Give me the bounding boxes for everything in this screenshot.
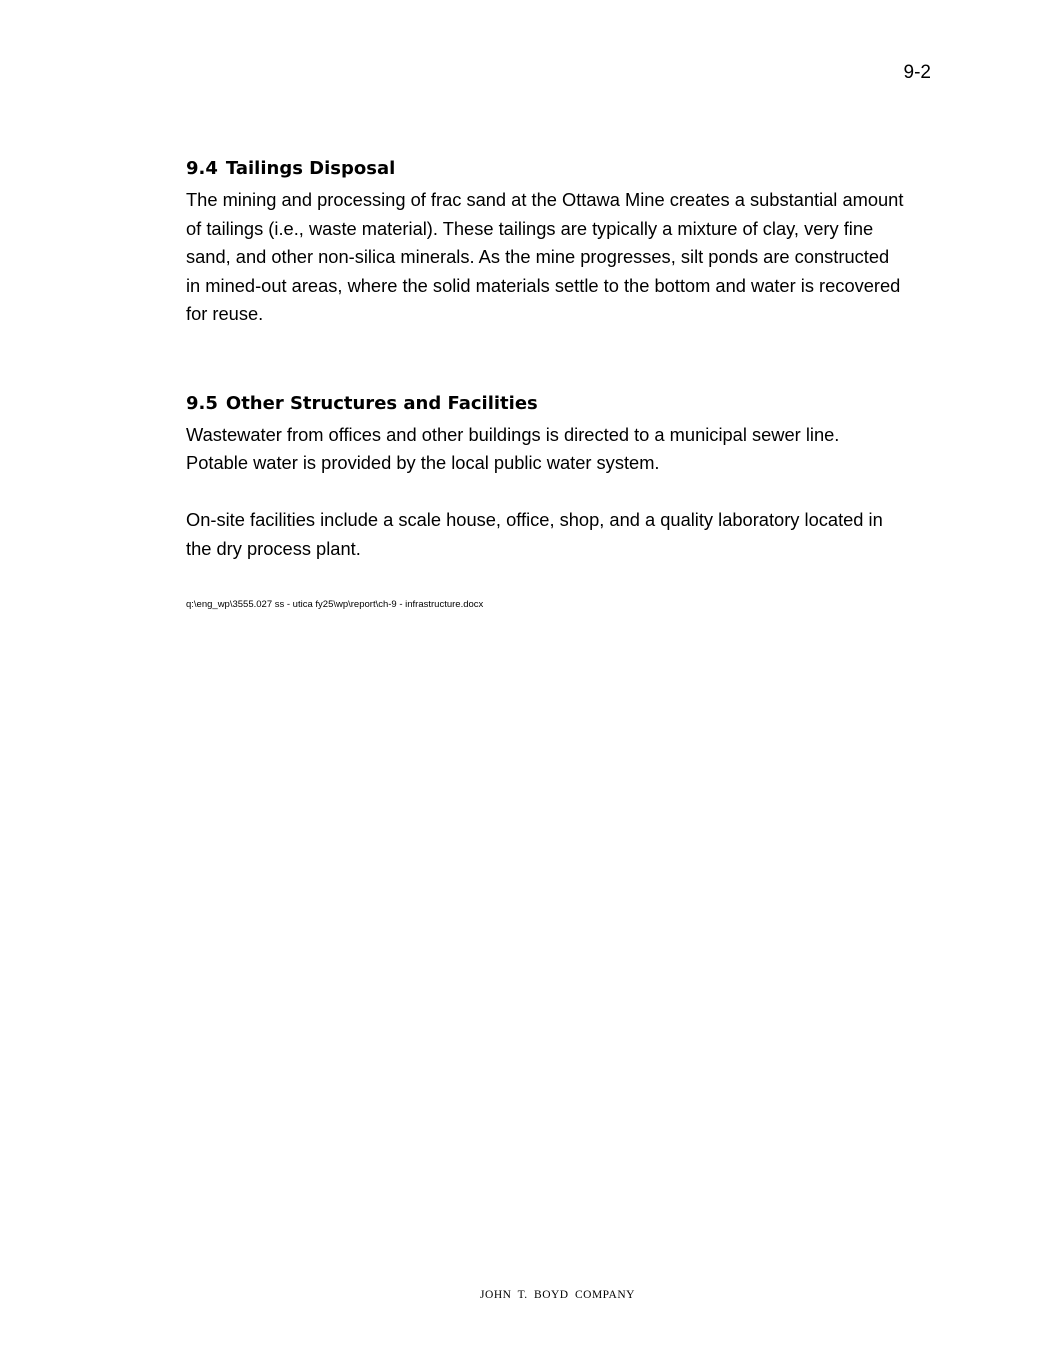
section-other-structures <box>186 392 946 564</box>
paragraph <box>186 186 946 329</box>
section-number: 9.4 <box>186 158 218 179</box>
section-heading <box>186 392 946 416</box>
section-heading <box>186 157 946 181</box>
paragraph <box>186 506 946 563</box>
section-title: Other Structures and Facilities <box>225 392 538 414</box>
text-line: sand, and other non-silica minerals. As the mine progresses, silt ponds are constructed <box>186 246 890 267</box>
company-footer: JOHN T. BOYD COMPANY <box>480 1289 635 1301</box>
text-line: Wastewater from offices and other buildings is directed to a municipal sewer line. <box>186 423 840 445</box>
file-path: q:\eng_wp\3555.027 ss - utica fy25\wp\report\ch-9 - infrastructure.docx <box>186 599 484 610</box>
text-line: On-site facilities include a scale house, office, shop, and a quality laboratory located in <box>186 509 883 530</box>
section-tailings-disposal <box>186 157 946 329</box>
section-number: 9.5 <box>186 392 218 414</box>
section-title: Tailings Disposal <box>225 158 396 179</box>
paragraph <box>186 421 946 478</box>
document-body <box>186 157 946 611</box>
text-line: for reuse. <box>186 303 264 324</box>
text-line: in mined-out areas, where the solid materials settle to the bottom and water is recovered <box>186 274 901 296</box>
text-line: The mining and processing of frac sand at the Ottawa Mine creates a substantial amount <box>186 189 904 210</box>
page-number: 9-2 <box>903 62 931 83</box>
text-line: of tailings (i.e., waste material). These tailings are typically a mixture of clay, very fine <box>186 217 874 239</box>
text-line: the dry process plant. <box>186 537 361 559</box>
text-line: Potable water is provided by the local public water system. <box>186 452 660 473</box>
